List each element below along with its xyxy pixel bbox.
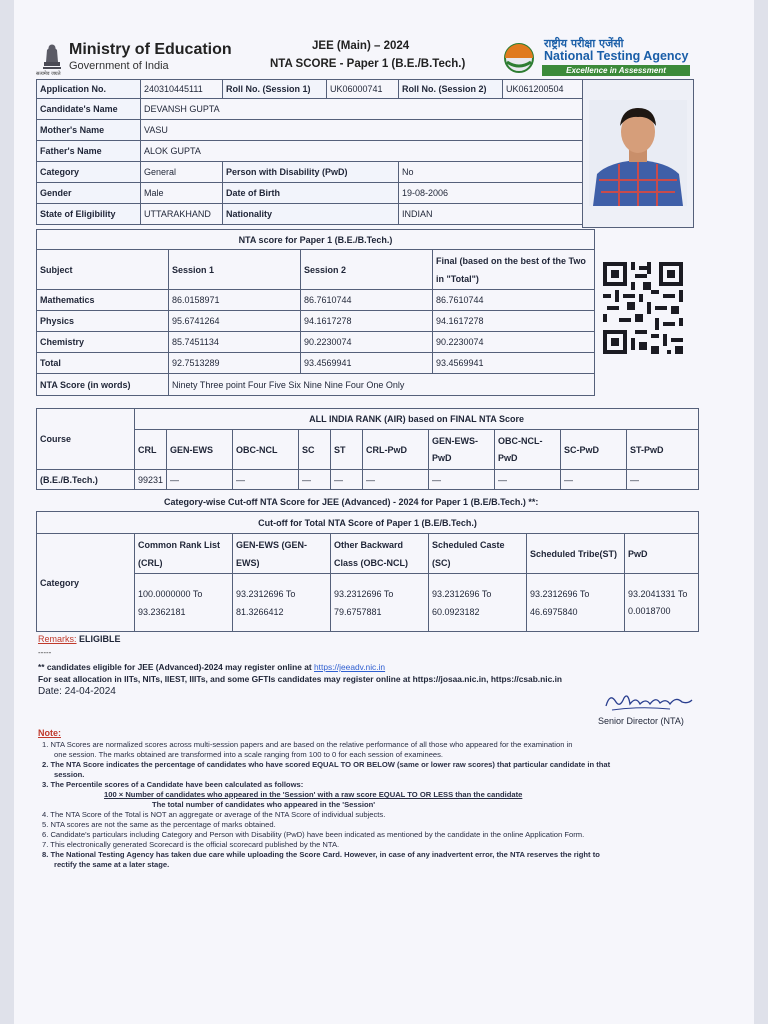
state-value: UTTARAKHAND (141, 204, 223, 225)
candidate-info-table (36, 79, 583, 225)
state-label: State of Eligibility (37, 204, 141, 225)
score-header-final: Final (based on the best of the Two in "Total") (433, 250, 595, 290)
candidate-name-value: DEVANSH GUPTA (141, 99, 583, 120)
photo-frame (582, 79, 694, 228)
gender-label: Gender (37, 183, 141, 204)
air-value-crl-pwd: — (363, 470, 429, 490)
cutoff-header-sc: Scheduled Caste (SC) (429, 534, 527, 574)
cutoff-header-st: Scheduled Tribe(ST) (527, 534, 625, 574)
jeeadv-link[interactable]: https://jeeadv.nic.in (314, 662, 386, 672)
air-rank-table (36, 408, 699, 490)
cutoff-table (36, 511, 699, 632)
candidate-name-label: Candidate's Name (37, 99, 141, 120)
dob-label: Date of Birth (223, 183, 399, 204)
cutoff-value-sc: 93.2312696 To 60.0923182 (429, 574, 527, 632)
air-header-sc-pwd: SC-PwD (561, 430, 627, 470)
subject-cell: Chemistry (37, 332, 169, 353)
air-value-obc-ncl: — (233, 470, 299, 490)
remarks-dashes: ----- (38, 648, 52, 657)
note-7: 7. This electronically generated Scorecard is the official scorecard published by the NTA. (42, 840, 340, 849)
table-row (37, 332, 595, 353)
advanced-registration-text: ** candidates eligible for JEE (Advanced)-2024 may register online at (38, 662, 315, 672)
issue-date: Date: 24-04-2024 (38, 686, 116, 697)
remarks-label: Remarks: (38, 634, 77, 644)
score-header-session2: Session 2 (301, 250, 433, 290)
air-value-st-pwd: — (627, 470, 699, 490)
roll1-label: Roll No. (Session 1) (223, 80, 327, 99)
pwd-value: No (399, 162, 583, 183)
note-3: 3. The Percentile scores of a Candidate have been calculated as follows: (42, 780, 304, 789)
remarks-value: ELIGIBLE (79, 634, 121, 644)
agency-name: National Testing Agency (544, 49, 689, 63)
session1-cell: 86.0158971 (169, 290, 301, 311)
note-5: 5. NTA scores are not the same as the percentage of marks obtained. (42, 820, 276, 829)
ministry-title: Ministry of Education (69, 41, 232, 58)
note-8a: 8. The National Testing Agency has taken due care while uploading the Score Card. However, in case of any inadvertent error, the NTA reserves the right to (42, 850, 600, 859)
note-4: 4. The NTA Score of the Total is NOT an aggregate or average of the NTA Score of individual subjects. (42, 810, 386, 819)
note-2a: 2. The NTA Score indicates the percentage of candidates who have scored EQUAL TO OR BELOW (same or lower raw scores) that particular candidate in that (42, 760, 611, 769)
subject-cell: Physics (37, 311, 169, 332)
nationality-value: INDIAN (399, 204, 583, 225)
agency-tagline: Excellence in Assessment (542, 65, 690, 76)
session2-cell: 94.1617278 (301, 311, 433, 332)
remarks (38, 634, 121, 644)
subject-cell: Mathematics (37, 290, 169, 311)
session1-cell: 95.6741264 (169, 311, 301, 332)
notes-heading: Note: (38, 728, 61, 738)
nta-score-table (36, 229, 595, 396)
air-header-st: ST (331, 430, 363, 470)
air-header-obc-ncl-pwd: OBC-NCL-PwD (495, 430, 561, 470)
air-value-gen-ews-pwd: — (429, 470, 495, 490)
agency-hindi: राष्ट्रीय परीक्षा एजेंसी (544, 37, 624, 50)
session1-cell: 85.7451134 (169, 332, 301, 353)
signature-title: Senior Director (NTA) (598, 716, 684, 726)
note-1b: one session. The marks obtained are transformed into a scale ranging from 100 to 0 for each session of examinees. (54, 750, 444, 759)
course-value: (B.E./B.Tech.) (37, 470, 135, 490)
cutoff-title: Cut-off for Total NTA Score of Paper 1 (B.E/B.Tech.) (37, 512, 699, 534)
roll2-value: UK061200504 (503, 80, 583, 99)
dob-value: 19-08-2006 (399, 183, 583, 204)
exam-title: JEE (Main) – 2024 (312, 40, 410, 52)
father-name-label: Father's Name (37, 141, 141, 162)
cutoff-value-st: 93.2312696 To 46.6975840 (527, 574, 625, 632)
qr-code-icon (599, 258, 687, 358)
session2-cell: 86.7610744 (301, 290, 433, 311)
note-8b: rectify the same at a later stage. (54, 860, 170, 869)
cutoff-value-pwd: 93.2041331 To 0.0018700 (625, 574, 699, 632)
mother-name-value: VASU (141, 120, 583, 141)
table-row (37, 290, 595, 311)
father-name-value: ALOK GUPTA (141, 141, 583, 162)
signature-image (600, 688, 696, 714)
note-2b: session. (54, 770, 85, 779)
note-6: 6. Candidate's particulars including Category and Person with Disability (PwD) have been indicated as mentioned by the candidate in the online Application Form. (42, 830, 585, 839)
session2-cell: 90.2230074 (301, 332, 433, 353)
cutoff-header-obc-ncl: Other Backward Class (OBC-NCL) (331, 534, 429, 574)
roll2-label: Roll No. (Session 2) (399, 80, 503, 99)
cutoff-header-gen-ews: GEN-EWS (GEN-EWS) (233, 534, 331, 574)
cutoff-header-crl: Common Rank List (CRL) (135, 534, 233, 574)
cutoff-heading: Category-wise Cut-off NTA Score for JEE (Advanced) - 2024 for Paper 1 (B.E/B.Tech.) **: (164, 497, 539, 507)
score-header-session1: Session 1 (169, 250, 301, 290)
air-header-st-pwd: ST-PwD (627, 430, 699, 470)
score-header-subject: Subject (37, 250, 169, 290)
category-value: General (141, 162, 223, 183)
application-no-value: 240310445111 (141, 80, 223, 99)
course-label: Course (37, 409, 135, 470)
nta-logo-icon (499, 42, 541, 74)
air-title: ALL INDIA RANK (AIR) based on FINAL NTA Score (135, 409, 699, 430)
emblem-caption: सत्यमेव जयते (36, 71, 61, 77)
candidate-photo (589, 100, 687, 206)
air-header-crl-pwd: CRL-PwD (363, 430, 429, 470)
score-table-title: NTA score for Paper 1 (B.E./B.Tech.) (37, 230, 595, 250)
air-value-sc-pwd: — (561, 470, 627, 490)
air-value-gen-ews: — (167, 470, 233, 490)
national-emblem-icon (40, 40, 64, 74)
advanced-registration-note (38, 662, 385, 672)
table-row (37, 311, 595, 332)
table-row (37, 470, 699, 490)
air-value-obc-ncl-pwd: — (495, 470, 561, 490)
cutoff-value-crl: 100.0000000 To 93.2362181 (135, 574, 233, 632)
air-header-gen-ews-pwd: GEN-EWS-PwD (429, 430, 495, 470)
exam-subtitle: NTA SCORE - Paper 1 (B.E./B.Tech.) (270, 58, 466, 70)
air-header-gen-ews: GEN-EWS (167, 430, 233, 470)
category-label: Category (37, 162, 141, 183)
air-header-sc: SC (299, 430, 331, 470)
air-value-sc: — (299, 470, 331, 490)
percentile-formula-denominator: The total number of candidates who appeared in the 'Session' (152, 800, 376, 809)
cutoff-value-gen-ews: 93.2312696 To 81.3266412 (233, 574, 331, 632)
final-cell: 94.1617278 (433, 311, 595, 332)
score-words-label: NTA Score (in words) (37, 374, 169, 396)
final-cell: 86.7610744 (433, 290, 595, 311)
session2-cell: 93.4569941 (301, 353, 433, 374)
air-value-st: — (331, 470, 363, 490)
seat-allocation-note: For seat allocation in IITs, NITs, IIEST, IIITs, and some GFTIs candidates may register online at https://josaa.nic.in, https://csab.nic.in (38, 674, 563, 684)
cutoff-value-obc-ncl: 93.2312696 To 79.6757881 (331, 574, 429, 632)
gender-value: Male (141, 183, 223, 204)
note-1a: 1. NTA Scores are normalized scores across multi-session papers and are based on the relative performance of all those who appeared for the examination in (42, 740, 573, 749)
subject-cell: Total (37, 353, 169, 374)
pwd-label: Person with Disability (PwD) (223, 162, 399, 183)
table-row (37, 574, 699, 632)
application-no-label: Application No. (37, 80, 141, 99)
roll1-value: UK06000741 (327, 80, 399, 99)
score-words-value: Ninety Three point Four Five Six Nine Nine Four One Only (169, 374, 595, 396)
table-row (37, 353, 595, 374)
final-cell: 93.4569941 (433, 353, 595, 374)
ministry-subtitle: Government of India (69, 60, 169, 72)
cutoff-row-label: Category (37, 534, 135, 632)
air-header-obc-ncl: OBC-NCL (233, 430, 299, 470)
session1-cell: 92.7513289 (169, 353, 301, 374)
final-cell: 90.2230074 (433, 332, 595, 353)
scorecard-page (14, 0, 754, 1024)
mother-name-label: Mother's Name (37, 120, 141, 141)
percentile-formula-numerator: 100 × Number of candidates who appeared in the 'Session' with a raw score EQUAL TO OR LESS than the candidate (104, 790, 523, 799)
air-header-crl: CRL (135, 430, 167, 470)
air-value-crl: 99231 (135, 470, 167, 490)
nationality-label: Nationality (223, 204, 399, 225)
cutoff-header-pwd: PwD (625, 534, 699, 574)
